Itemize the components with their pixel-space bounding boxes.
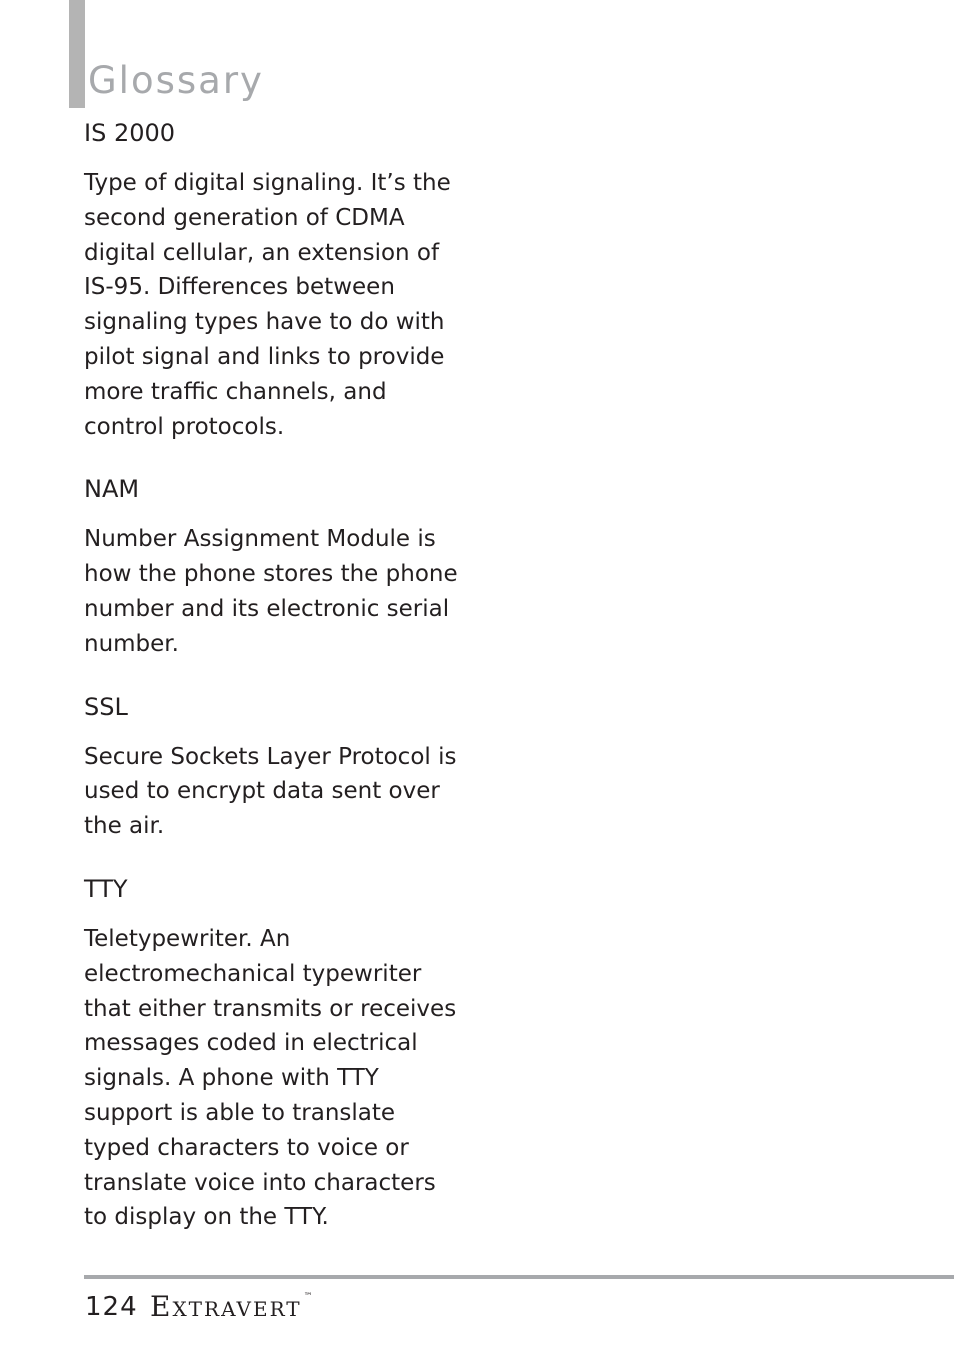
trademark-symbol: ™ (303, 1292, 315, 1302)
glossary-entry (84, 118, 464, 444)
glossary-definition: Type of digital signaling. It’s the second generation of CDMA digital cellular, an extension of IS-95. Differences between signaling types have to do with pilot signal and links to provide more traffic channels, and control protocols. (84, 170, 451, 440)
brand-name: Extravert (150, 1290, 302, 1323)
glossary-term: SSL (84, 692, 128, 721)
glossary-term: IS 2000 (84, 119, 176, 147)
footer-divider (84, 1275, 954, 1279)
glossary-entry (84, 874, 464, 1235)
glossary-definition: Number Assignment Module is how the phone stores the phone number and its electronic serial number. (84, 526, 458, 657)
glossary-definition: Secure Sockets Layer Protocol is used to encrypt data sent over the air. (84, 743, 457, 840)
glossary-term: TTY (84, 874, 128, 903)
glossary-definition: Teletypewriter. An electromechanical typewriter that either transmits or receives messages coded in electrical signals. A phone with TTY support is able to translate typed characters to voice or translate voice into characters to display on the TTY. (84, 925, 457, 1231)
brand-wordmark (150, 1290, 315, 1323)
glossary-entry (84, 692, 464, 844)
page-title: Glossary (88, 58, 264, 102)
glossary-term: NAM (84, 475, 140, 504)
header-accent-bar (69, 0, 85, 108)
page-number: 124 (85, 1292, 138, 1322)
glossary-entry (84, 474, 464, 661)
glossary-list (84, 118, 464, 1265)
